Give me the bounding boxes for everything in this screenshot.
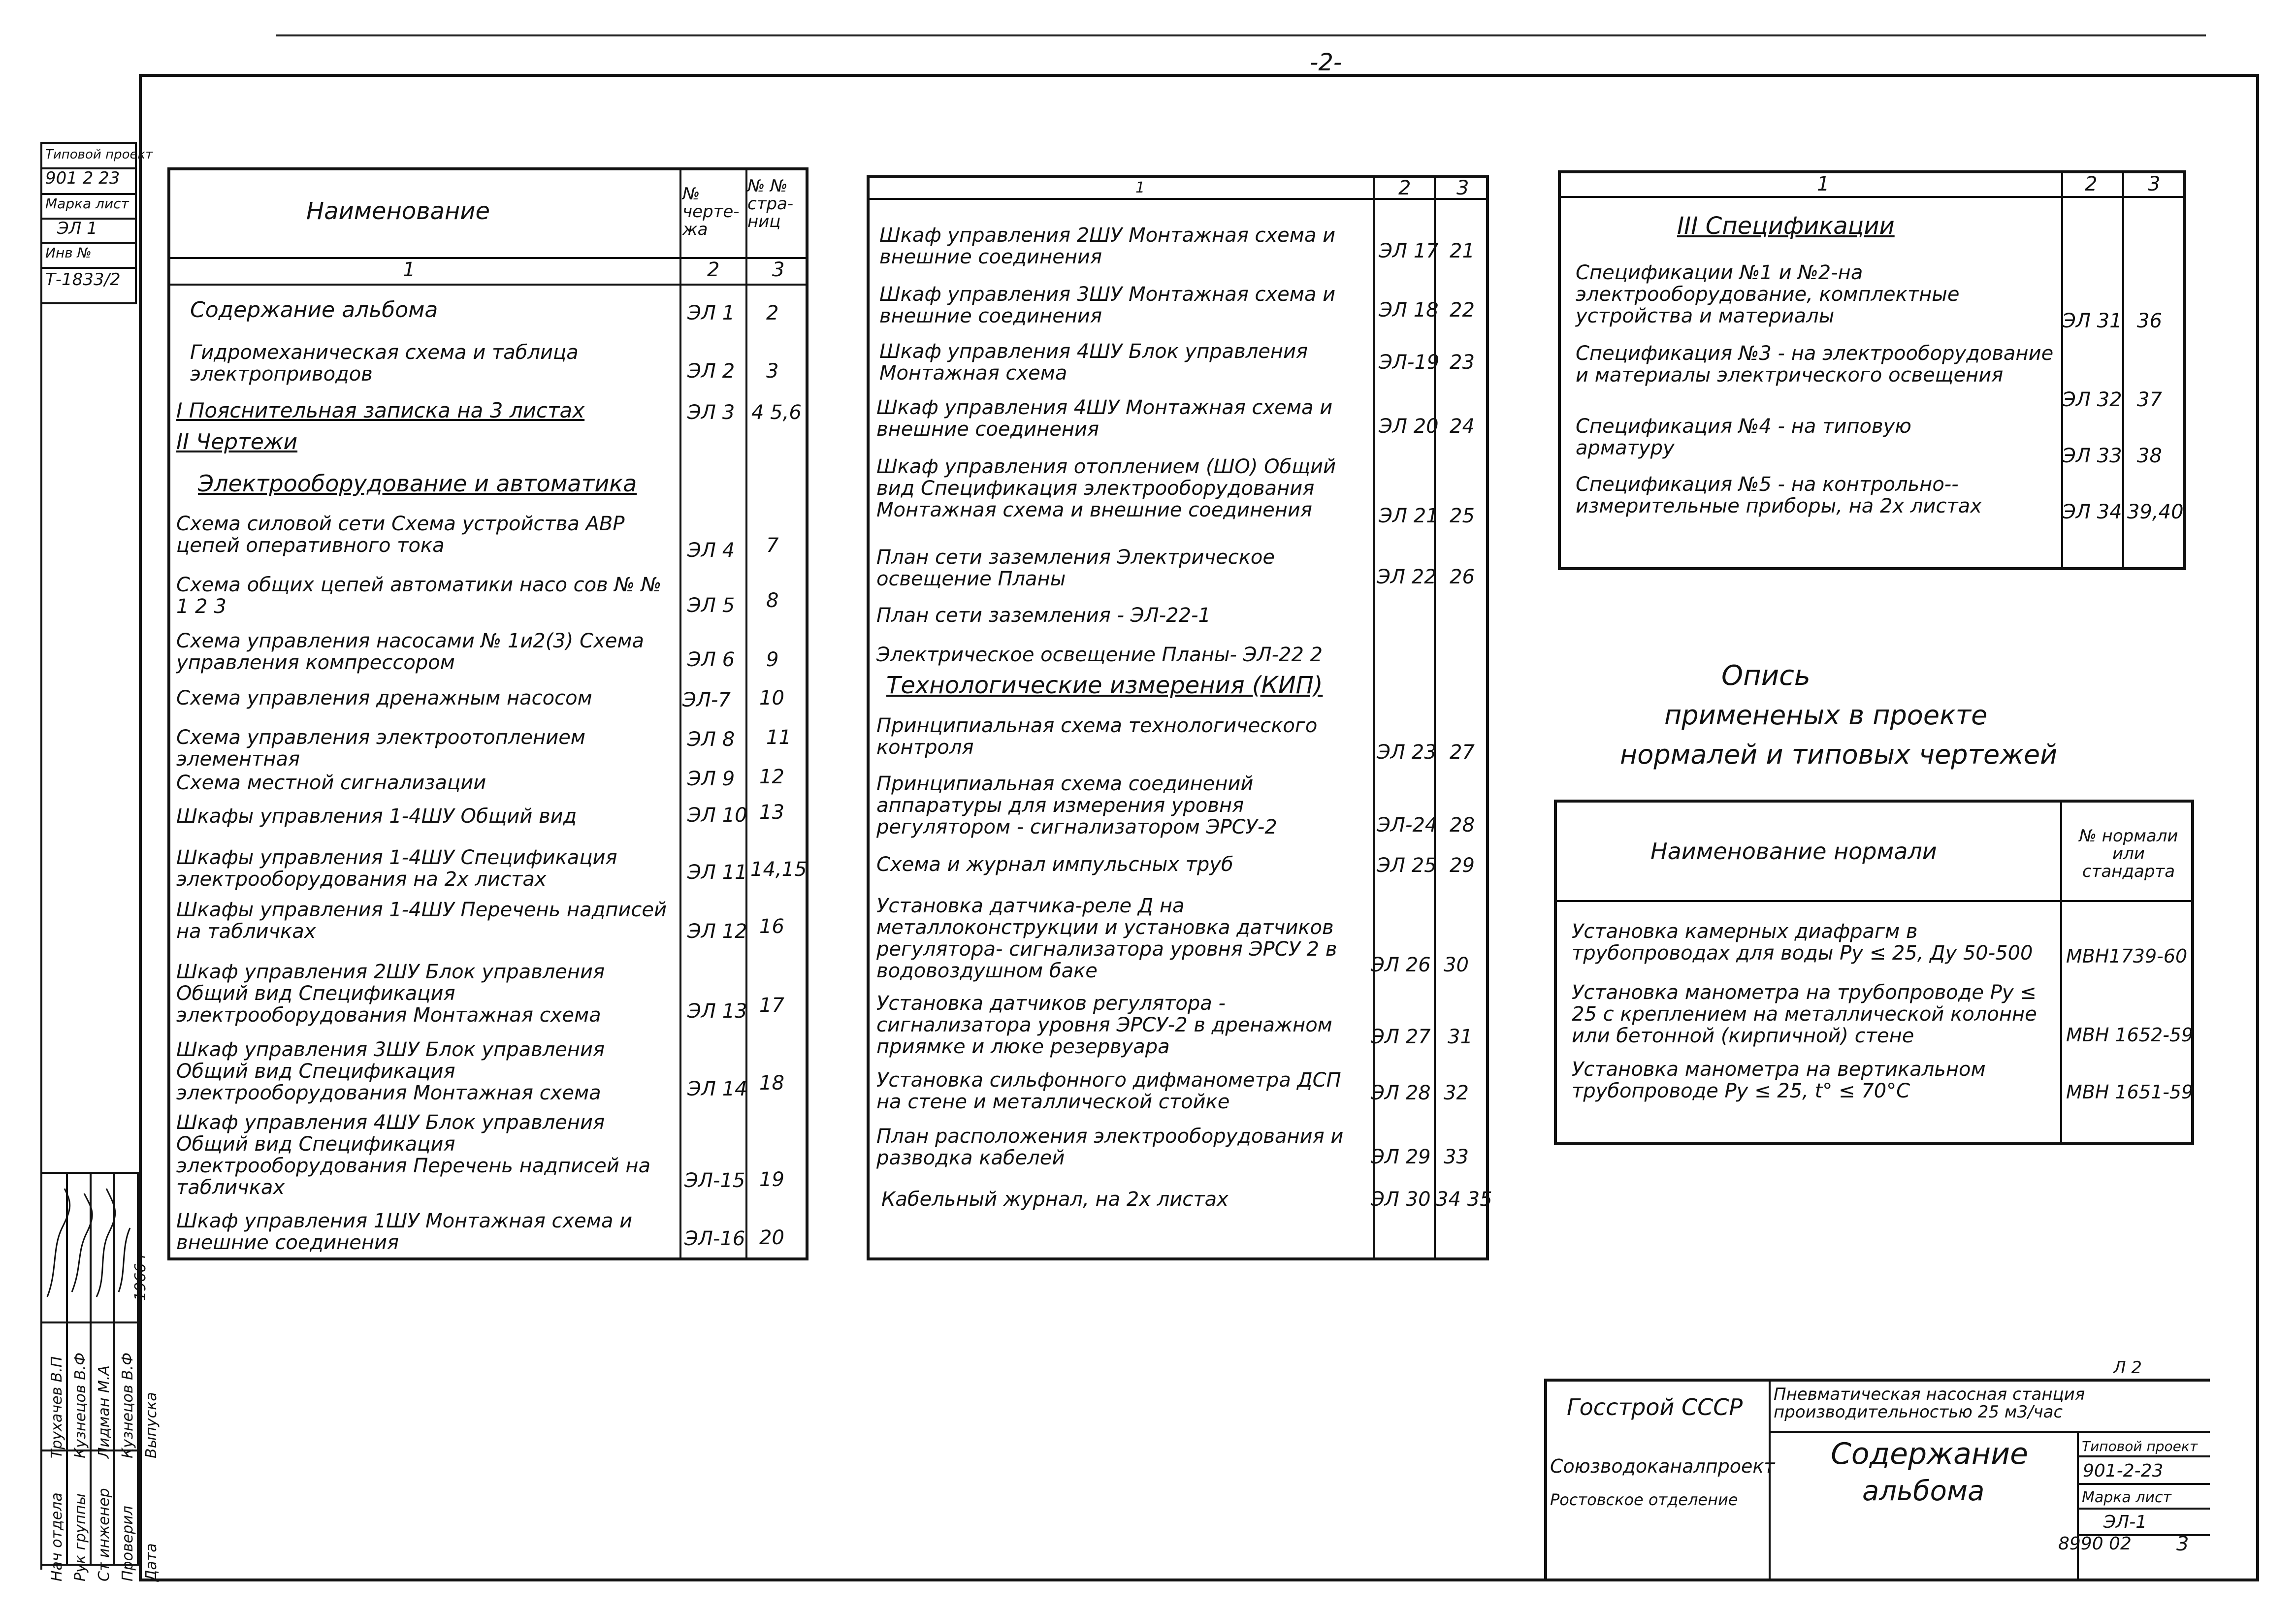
section-title: III Спецификации <box>1677 212 1895 240</box>
table-row-sheet: ЭЛ 12 <box>687 920 747 943</box>
project-name: Пневматическая насосная станция производительностью 25 м3/час <box>1774 1385 2085 1422</box>
doc-title: Содержание <box>1831 1437 2029 1471</box>
table-row-sheet: ЭЛ 6 <box>687 648 735 671</box>
table-row-name: Шкаф управления 3ШУ Монтажная схема и внешние соединения <box>879 283 1336 327</box>
col-number: 2 <box>2085 173 2098 195</box>
table-row-name: Электрическое освещение Планы- ЭЛ-22 2 <box>876 644 1323 666</box>
col-header-std: № нормали или стандарта <box>2079 826 2178 881</box>
table-row-page: 13 <box>759 801 784 824</box>
table-row-name: Шкафы управления 1-4ШУ Перечень надписей на табличках <box>176 899 667 943</box>
table-row-name: Шкаф управления 2ШУ Монтажная схема и внешние соединения <box>879 224 1336 268</box>
table-row-page: 26 <box>1450 566 1475 588</box>
table-row-page: 18 <box>759 1072 784 1095</box>
handwritten-signatures <box>42 1174 141 1321</box>
table-row-page: 19 <box>759 1168 784 1191</box>
table-row-name: Электрооборудование и автоматика <box>198 470 637 497</box>
stamp-row: Т-1833/2 <box>45 270 121 290</box>
norm-row-std: МВН 1651-59 <box>2066 1081 2194 1103</box>
table-row-sheet: ЭЛ 17 <box>1379 240 1439 262</box>
mark-label: Марка лист <box>2082 1489 2171 1506</box>
table-row-name: Шкафы управления 1-4ШУ Общий вид <box>176 805 577 828</box>
table-row-name: Шкаф управления 1ШУ Монтажная схема и внешние соединения <box>176 1210 633 1254</box>
col-number: 3 <box>2148 173 2161 195</box>
table-row-name: Схема общих цепей автоматики насо сов № № 1 2 3 <box>176 574 662 618</box>
opis-title: нормалей и типовых чертежей <box>1620 739 2058 770</box>
table-row-page: 22 <box>1450 299 1475 322</box>
table-row-name: Спецификации №1 и №2-на электрооборудование, комплектные устройства и материалы <box>1576 261 1960 327</box>
signature-role: Проверил <box>119 1506 136 1581</box>
table-row-sheet: ЭЛ 1 <box>687 302 735 324</box>
table-row-sheet: ЭЛ 8 <box>687 728 735 751</box>
table-row-sheet: ЭЛ 21 <box>1379 505 1439 527</box>
norm-row-name: Установка камерных диафрагм в трубопроводах для воды Ру ≤ 25, Ду 50-500 <box>1572 920 2033 965</box>
norms-table <box>1554 800 2194 1145</box>
table-row-name: Схема силовой сети Схема устройства АВР цепей оперативного тока <box>176 513 625 557</box>
signature-name: Выпуска <box>143 1392 160 1458</box>
table-row-name: Схема и журнал импульсных труб <box>876 853 1233 876</box>
table-row-sheet: ЭЛ 22 <box>1377 566 1437 588</box>
table-row-page: 37 <box>2137 388 2162 411</box>
table-row-name: Шкаф управления 4ШУ Блок управления Монтажная схема <box>879 340 1308 385</box>
norm-row-name: Установка манометра на вертикальном трубопроводе Ру ≤ 25, t° ≤ 70°С <box>1572 1058 1986 1102</box>
table-row-page: 2 <box>766 302 779 324</box>
table-row-page: 4 5,6 <box>751 401 802 424</box>
table-row-sheet: ЭЛ 29 <box>1371 1146 1431 1168</box>
stamp-row: 901 2 23 <box>45 168 120 188</box>
table-row-sheet: ЭЛ 28 <box>1371 1082 1431 1104</box>
col-header-sheet: № черте-жа <box>682 184 740 239</box>
table-row-name: Установка датчиков регулятора - сигнализатора уровня ЭРСУ-2 в дренажном приямке и люке резервуара <box>876 992 1332 1058</box>
inventory-number: 8990 02 <box>2058 1534 2132 1554</box>
stamp-row: Типовой проект <box>45 147 153 162</box>
specifications-table <box>1558 170 2186 570</box>
table-row-name: II Чертежи <box>176 429 298 454</box>
table-row-page: 34 35 <box>1436 1188 1492 1211</box>
table-row-sheet: ЭЛ 13 <box>687 1000 747 1023</box>
col-number: 1 <box>1817 173 1830 195</box>
table-row-sheet: ЭЛ 34 <box>2062 501 2122 523</box>
org-name: Госстрой СССР <box>1567 1394 1743 1420</box>
table-row-sheet: ЭЛ 25 <box>1377 854 1437 877</box>
table-row-page: 12 <box>759 766 784 788</box>
norm-row-name: Установка манометра на трубопроводе Ру ≤ 25 с креплением на металлической колонне или бетонной (кирпичной) стене <box>1572 981 2037 1047</box>
col-number: 1 <box>403 258 416 281</box>
table-row-sheet: ЭЛ 10 <box>687 804 747 827</box>
signature-role: Нач отдела <box>48 1492 65 1581</box>
table-row-page: 23 <box>1450 351 1475 374</box>
table-row-page: 39,40 <box>2127 501 2184 523</box>
table-row-sheet: ЭЛ 2 <box>687 360 735 383</box>
col-header-name: Наименование <box>306 197 490 225</box>
contents-table-2 <box>867 175 1492 1260</box>
org-name: Союзводоканалпроект <box>1550 1455 1775 1477</box>
table-row-name: Шкаф управления 4ШУ Блок управления Общий вид Спецификация электрооборудования Перечень надписей на табличках <box>176 1111 651 1199</box>
col-number: 2 <box>1398 177 1411 199</box>
table-row-page: 28 <box>1450 814 1475 837</box>
table-row-page: 9 <box>766 648 779 671</box>
table-row-sheet: ЭЛ 20 <box>1379 415 1439 438</box>
table-row-name: Гидромеханическая схема и таблица электроприводов <box>190 341 579 386</box>
norm-row-std: МВН 1652-59 <box>2066 1024 2194 1046</box>
table-row-sheet: ЭЛ 31 <box>2062 310 2122 332</box>
col-number: 3 <box>772 258 785 281</box>
table-row-sheet: ЭЛ 23 <box>1377 741 1437 764</box>
table-row-name: Схема местной сигнализации <box>176 772 486 794</box>
table-row-name: Шкаф управления 3ШУ Блок управления Общий вид Спецификация электрооборудования Монтажная схема <box>176 1038 605 1104</box>
top-border-line <box>276 34 2206 36</box>
table-row-page: 33 <box>1444 1146 1469 1168</box>
typical-project-label: Типовой проект <box>2082 1438 2198 1454</box>
signature-block <box>40 1172 160 1581</box>
table-row-page: 10 <box>759 687 784 709</box>
table-row-name: Спецификация №5 - на контрольно--измерительные приборы, на 2х листах <box>1576 473 1982 517</box>
opis-title: примененых в проекте <box>1664 700 1988 731</box>
table-row-name: Технологические измерения (КИП) <box>886 672 1323 699</box>
table-row-name: Установка сильфонного дифманометра ДСП на стене и металлической стойке <box>876 1069 1341 1113</box>
col-number: 1 <box>1135 179 1145 196</box>
table-row-name: План расположения электрооборудования и разводка кабелей <box>876 1125 1344 1169</box>
table-row-name: Принципиальная схема соединений аппаратуры для измерения уровня регулятором - сигнализатором ЭРСУ-2 <box>876 773 1277 838</box>
stamp-row: Марка лист <box>45 195 129 212</box>
signature-name: Кузнецов В.Ф <box>119 1352 136 1458</box>
table-row-page: 29 <box>1450 854 1475 877</box>
table-row-sheet: ЭЛ 3 <box>687 401 735 424</box>
table-row-name: Схема управления насосами № 1и2(3) Схема управления компрессором <box>176 630 645 674</box>
col-header-name: Наименование нормали <box>1650 838 1937 865</box>
table-row-name: Содержание альбома <box>190 297 438 322</box>
col-number: 2 <box>707 258 720 281</box>
org-name: Ростовское отделение <box>1550 1490 1738 1509</box>
table-row-page: 14,15 <box>750 858 807 881</box>
table-row-sheet: ЭЛ 9 <box>687 768 735 790</box>
table-row-page: 17 <box>759 994 784 1017</box>
table-row-sheet: ЭЛ 4 <box>687 539 735 562</box>
signature-role: Дата <box>143 1543 160 1581</box>
table-row-page: 24 <box>1450 415 1475 438</box>
table-row-sheet: ЭЛ 18 <box>1379 299 1439 322</box>
table-row-sheet: ЭЛ-19 <box>1379 351 1440 374</box>
mark: ЭЛ-1 <box>2103 1512 2147 1532</box>
signature-name: Кузнецов В.Ф <box>72 1352 89 1458</box>
table-row-sheet: ЭЛ 26 <box>1371 954 1431 976</box>
col-header-page: № № стра-ниц <box>747 176 794 231</box>
table-row-page: 7 <box>766 534 779 557</box>
table-row-page: 31 <box>1448 1026 1473 1048</box>
table-row-sheet: ЭЛ-16 <box>684 1227 745 1250</box>
col-number: 3 <box>1456 177 1469 199</box>
table-row-sheet: ЭЛ-15 <box>684 1169 745 1192</box>
table-row-page: 21 <box>1450 240 1475 262</box>
table-row-name: Кабельный журнал, на 2х листах <box>881 1188 1229 1211</box>
table-row-name: Принципиальная схема технологического контроля <box>876 714 1318 759</box>
page-index: 3 <box>2176 1533 2189 1555</box>
table-row-page: 20 <box>759 1226 784 1249</box>
table-row-page: 3 <box>766 360 779 383</box>
table-row-page: 32 <box>1444 1082 1469 1104</box>
table-row-page: 36 <box>2137 310 2162 332</box>
signature-role: Рук группы <box>72 1493 89 1581</box>
table-row-name: Шкаф управления 2ШУ Блок управления Общий вид Спецификация электрооборудования Монтажная схема <box>176 961 605 1027</box>
doc-title: альбома <box>1862 1475 1985 1507</box>
table-row-name: Шкаф управления отоплением (ШО) Общий вид Спецификация электрооборудования Монтажная схема и внешние соединения <box>876 455 1336 521</box>
table-row-page: 27 <box>1450 741 1475 764</box>
table-row-name: Спецификация №4 - на типовую арматуру <box>1576 415 1911 459</box>
table-row-name: План сети заземления Электрическое освещение Планы <box>876 546 1275 590</box>
table-row-sheet: ЭЛ 30 <box>1371 1188 1431 1211</box>
table-row-page: 16 <box>759 915 784 938</box>
table-row-page: 11 <box>766 726 791 749</box>
table-row-name: Шкаф управления 4ШУ Монтажная схема и внешние соединения <box>876 396 1333 441</box>
table-row-sheet: ЭЛ-7 <box>682 689 731 711</box>
table-row-sheet: ЭЛ-24 <box>1377 814 1438 837</box>
contents-table-1 <box>167 167 808 1260</box>
table-row-sheet: ЭЛ 11 <box>687 861 747 884</box>
table-row-name: План сети заземления - ЭЛ-22-1 <box>876 604 1211 627</box>
table-row-sheet: ЭЛ 5 <box>687 594 735 617</box>
left-stamp <box>40 142 153 304</box>
table-row-name: Схема управления дренажным насосом <box>176 687 592 709</box>
norm-row-std: МВН1739-60 <box>2066 945 2188 967</box>
signature-name: Трухачев В.П <box>48 1356 65 1458</box>
table-row-page: 30 <box>1444 954 1469 976</box>
table-row-sheet: ЭЛ 14 <box>687 1078 747 1100</box>
table-row-name: Схема управления электроотоплением элементная <box>176 726 585 771</box>
stamp-row: ЭЛ 1 <box>57 219 97 238</box>
stamp-row: Инв № <box>45 245 92 261</box>
signature-role: Ст инженер <box>96 1488 113 1581</box>
table-row-page: 38 <box>2137 445 2162 467</box>
opis-title: Опись <box>1721 660 1811 692</box>
signature-name: Лидман М.А <box>96 1365 113 1458</box>
table-row-name: I Пояснительная записка на 3 листах <box>176 398 585 422</box>
typical-project: 901-2-23 <box>2083 1461 2164 1481</box>
table-row-name: Шкафы управления 1-4ШУ Спецификация электрооборудования на 2х листах <box>176 846 617 891</box>
sheet-label: Л 2 <box>2113 1358 2142 1378</box>
table-row-sheet: ЭЛ 32 <box>2062 388 2122 411</box>
page-number: -2- <box>1310 49 1342 76</box>
signature-year: 1966 г <box>132 1251 149 1301</box>
table-row-sheet: ЭЛ 27 <box>1371 1026 1431 1048</box>
table-row-name: Установка датчика-реле Д на металлоконструкции и установка датчиков регулятора- сигнализатора уровня ЭРСУ 2 в водовоздушном баке <box>876 895 1337 982</box>
table-row-page: 8 <box>766 589 779 612</box>
table-row-page: 25 <box>1450 505 1475 527</box>
table-row-name: Спецификация №3 - на электрооборудование и материалы электрического освещения <box>1576 342 2054 387</box>
table-row-sheet: ЭЛ 33 <box>2062 445 2122 467</box>
